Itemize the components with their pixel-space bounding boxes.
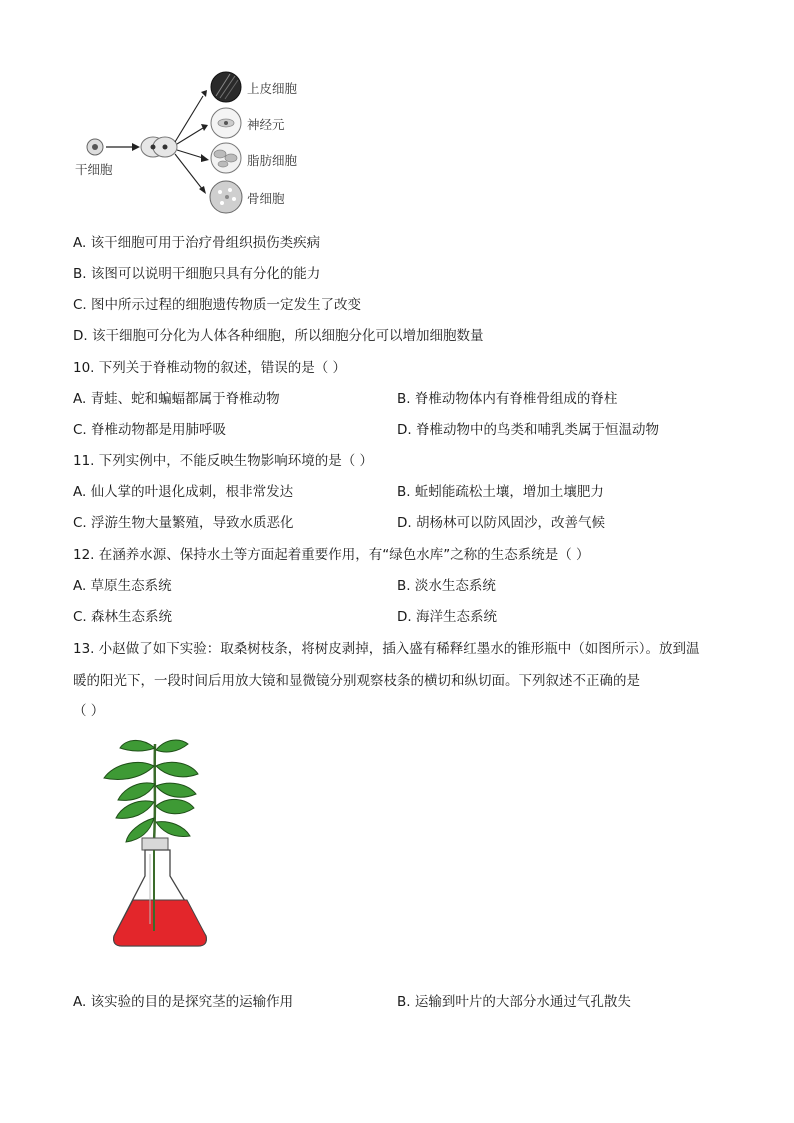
q9-option-a[interactable]: A. 该干细胞可用于治疗骨组织损伤类疾病 [73,235,321,251]
q13-stem-line2: 暖的阳光下，一段时间后用放大镜和显微镜分别观察枝条的横切和纵切面。下列叙述不正确的是 [73,673,640,689]
q10-option-c[interactable]: C. 脊椎动物都是用肺呼吸 [73,422,227,438]
q12-option-a[interactable]: A. 草原生态系统 [73,578,172,594]
q10-stem: 10. 下列关于脊椎动物的叙述，错误的是（ ） [73,360,347,376]
q9-option-c[interactable]: C. 图中所示过程的细胞遗传物质一定发生了改变 [73,297,362,313]
q10-option-d[interactable]: D. 脊椎动物中的鸟类和哺乳类属于恒温动物 [397,422,659,438]
q12-option-c[interactable]: C. 森林生态系统 [73,609,173,625]
epithelial-cell-label: 上皮细胞 [247,81,298,96]
q11-option-b[interactable]: B. 蚯蚓能疏松土壤，增加土壤肥力 [397,484,604,500]
q11-option-d[interactable]: D. 胡杨林可以防风固沙，改善气候 [397,515,605,531]
q9-option-d[interactable]: D. 该干细胞可分化为人体各种细胞，所以细胞分化可以增加细胞数量 [73,328,484,344]
epithelial-cell-icon [211,72,241,102]
fat-cell-icon [211,143,241,173]
stem-cell-figure [70,66,330,226]
flask-plant-diagram [100,736,225,951]
bone-cell-icon [210,181,242,213]
neuron-label: 神经元 [247,117,285,132]
q13-stem-line3: （ ） [73,703,105,719]
flask-plant-figure [100,736,225,951]
stem-cell-icon [87,139,103,155]
leaf-icon [104,740,198,842]
q10-option-b[interactable]: B. 脊椎动物体内有脊椎骨组成的脊柱 [397,391,618,407]
q11-option-c[interactable]: C. 浮游生物大量繁殖，导致水质恶化 [73,515,294,531]
q12-stem: 12. 在涵养水源、保持水土等方面起着重要作用，有“绿色水库”之称的生态系统是（ ） [73,547,590,563]
q10-option-a[interactable]: A. 青蛙、蛇和蝙蝠都属于脊椎动物 [73,391,280,407]
stem-cell-label: 干细胞 [75,162,113,177]
bone-cell-label: 骨细胞 [247,191,285,206]
q11-stem: 11. 下列实例中，不能反映生物影响环境的是（ ） [73,453,374,469]
q11-option-a[interactable]: A. 仙人掌的叶退化成刺，根非常发达 [73,484,294,500]
flask-icon [114,850,207,946]
q13-option-b[interactable]: B. 运输到叶片的大部分水通过气孔散失 [397,994,631,1010]
q12-option-b[interactable]: B. 淡水生态系统 [397,578,496,594]
q12-option-d[interactable]: D. 海洋生态系统 [397,609,497,625]
q13-option-a[interactable]: A. 该实验的目的是探究茎的运输作用 [73,994,294,1010]
fat-cell-label: 脂肪细胞 [247,153,298,168]
q9-option-b[interactable]: B. 该图可以说明干细胞只具有分化的能力 [73,266,321,282]
neuron-icon [211,108,241,138]
q13-stem-line1: 13. 小赵做了如下实验：取桑树枝条，将树皮剥掉，插入盛有稀释红墨水的锥形瓶中（如图所示）。放到温 [73,641,700,657]
dividing-cell-icon [141,137,177,157]
